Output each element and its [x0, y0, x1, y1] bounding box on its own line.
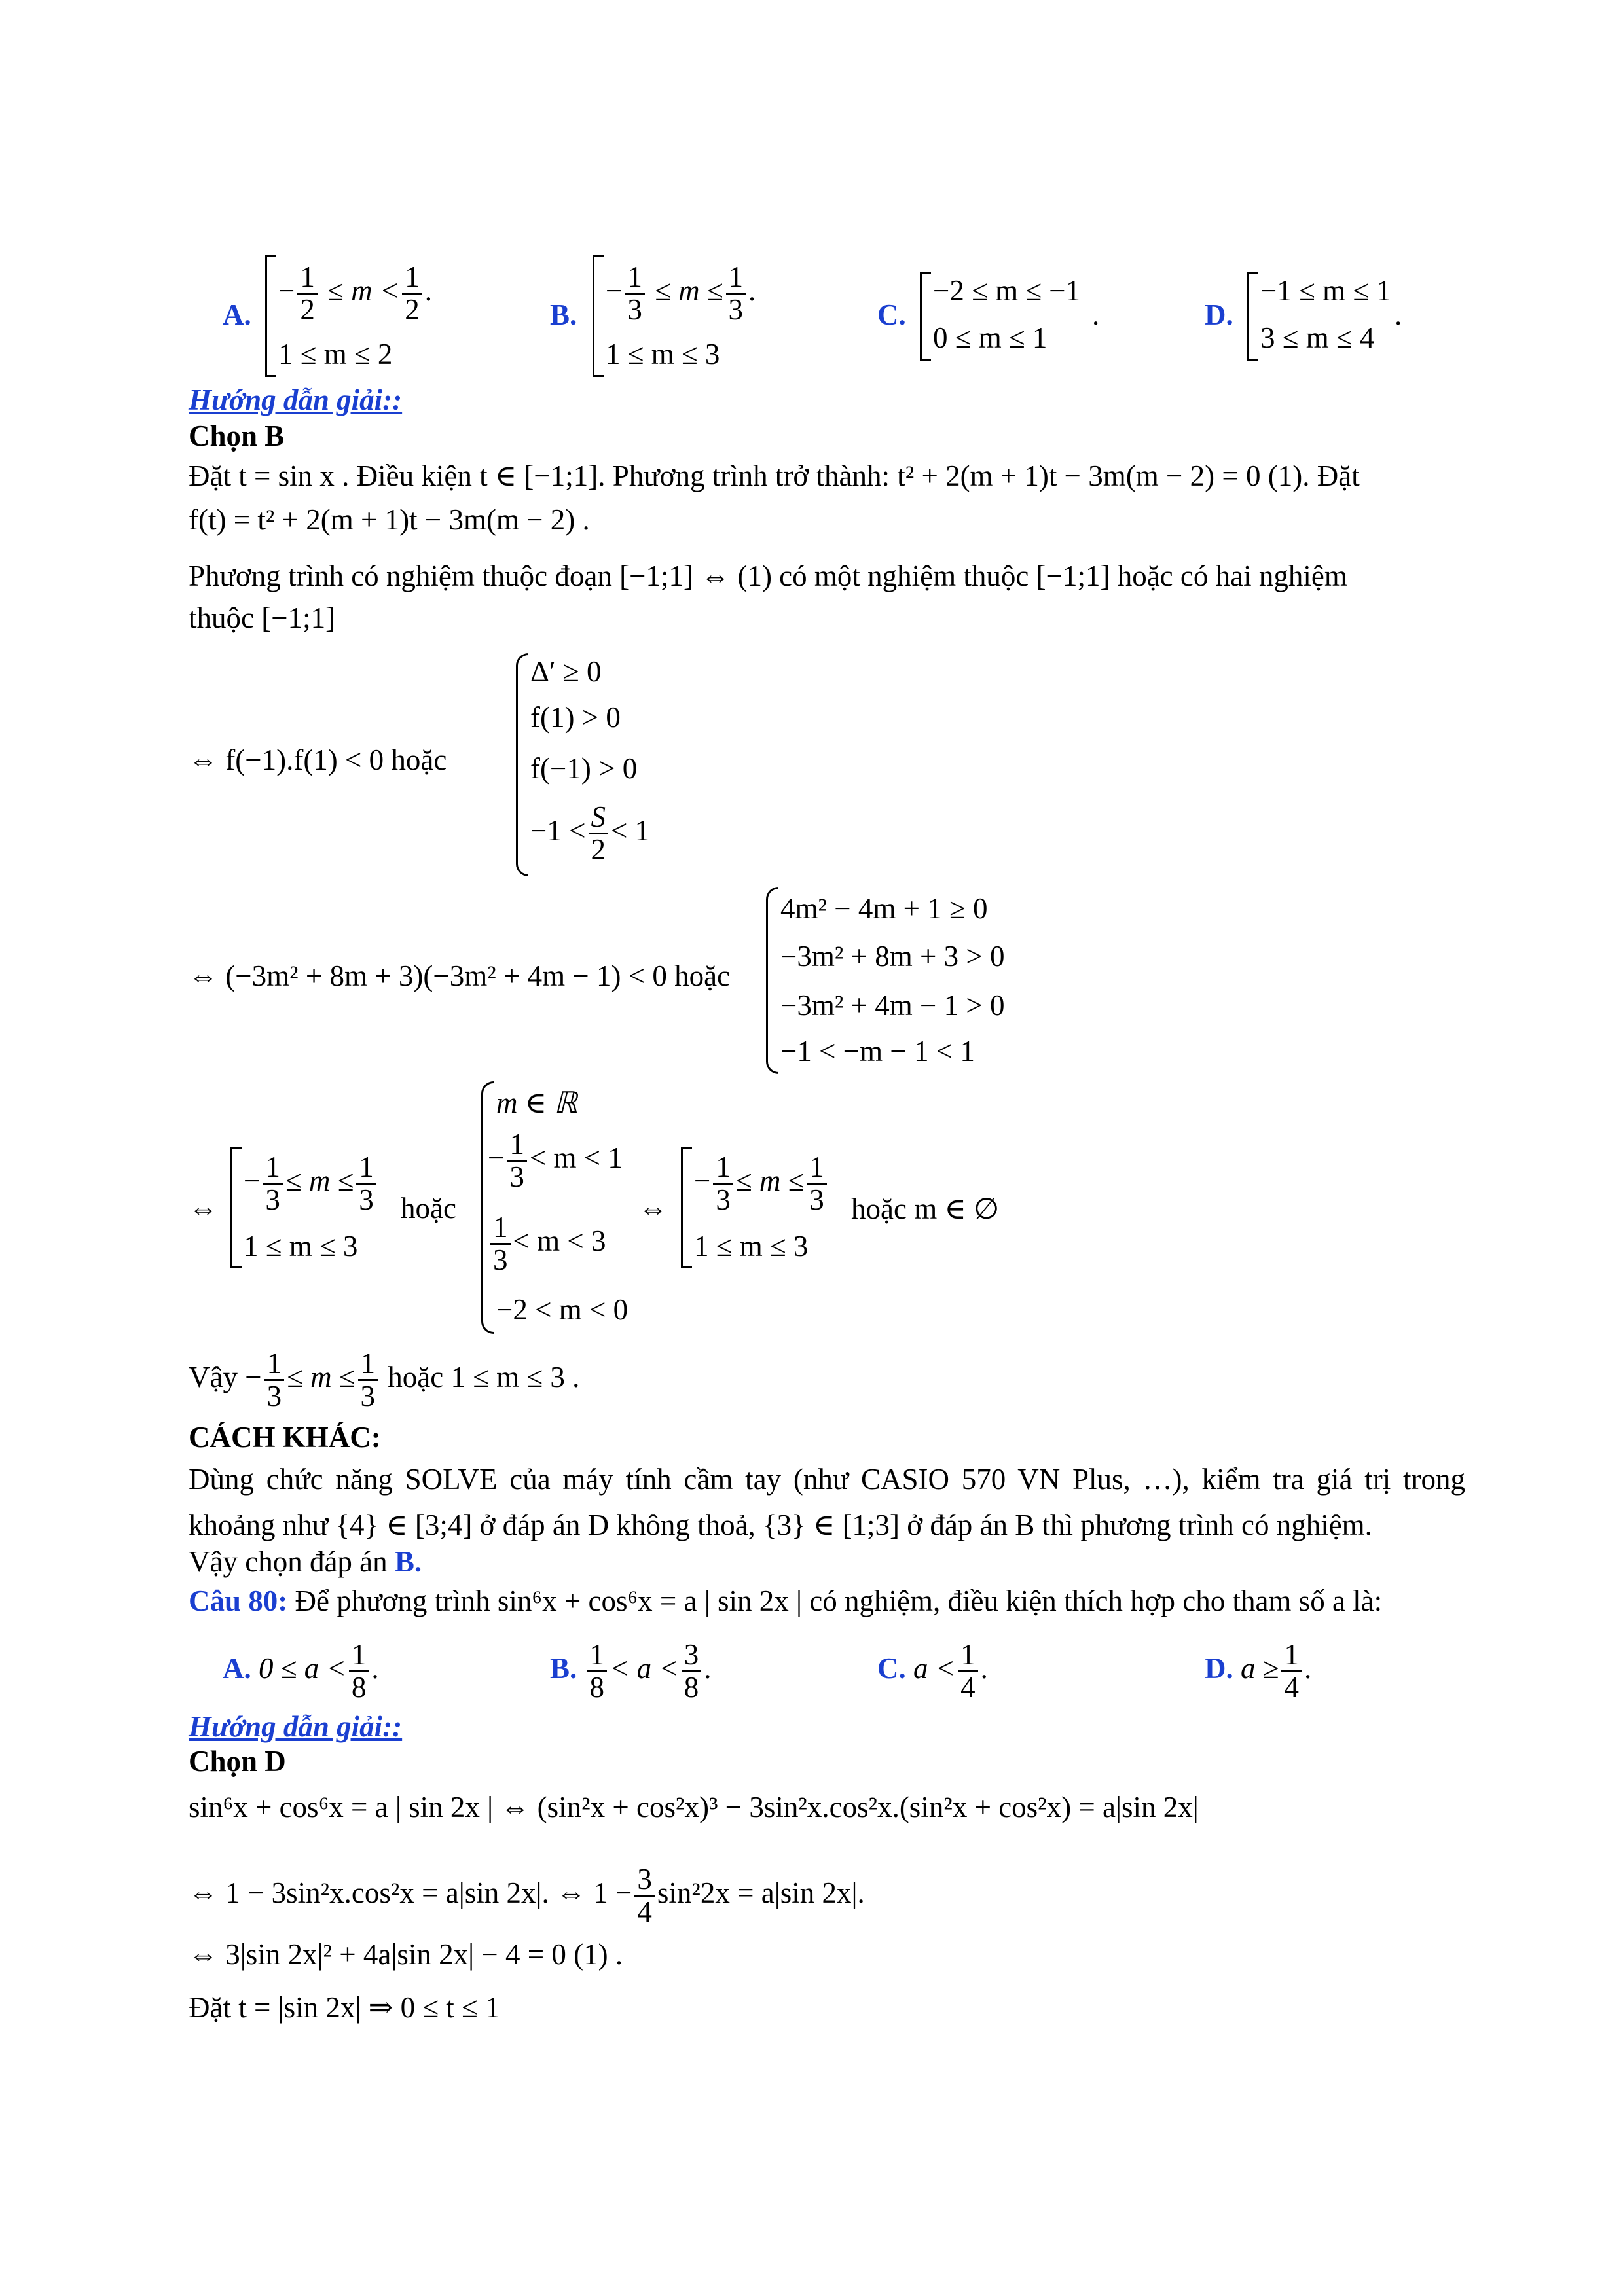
bracket: [920, 272, 931, 361]
q80-option-d: D. a ≥ $\frac{1}{4}$ .: [1205, 1638, 1312, 1704]
q80-option-b: B. $\frac{1}{8}$ < a < $\frac{3}{8}$ .: [550, 1638, 712, 1704]
q80-option-a: A. 0 ≤ a < $\frac{1}{8}$ .: [223, 1638, 379, 1704]
or-text: hoặc: [401, 1192, 456, 1225]
eq3-cond-4: −2 < m < 0: [496, 1293, 629, 1326]
guide-heading-80: Hướng dẫn giải::: [189, 1710, 403, 1743]
eq1-brace: [516, 653, 528, 876]
eq3-arrow: ⇔: [189, 1192, 218, 1225]
option-row-1: − $\frac{1}{3}$ ≤ m ≤ $\frac{1}{3}$ .: [606, 260, 756, 327]
q80-option-c: C. a < $\frac{1}{4}$ .: [877, 1638, 988, 1704]
solution-line-2: f(t) = t² + 2(m + 1)t − 3m(m − 2) .: [189, 503, 590, 536]
eq3-brace: [481, 1081, 494, 1334]
question-80: Câu 80: Để phương trình sin⁶x + cos⁶x = a | sin 2x | có nghiệm, điều kiện thích hợp cho tham số a là:: [189, 1585, 1383, 1617]
q80-line-1: sin⁶x + cos⁶x = a | sin 2x | ⇔ (sin²x + cos²x)³ − 3sin²x.cos²x.(sin²x + cos²x) = a|sin 2x|: [189, 1791, 1199, 1823]
eq3-row-1: − $\frac{1}{3}$ ≤ m ≤ $\frac{1}{3}$: [244, 1152, 379, 1216]
eq3-row-1b: − $\frac{1}{3}$ ≤ m ≤ $\frac{1}{3}$: [694, 1152, 830, 1216]
bracket: [230, 1147, 242, 1268]
eq3-cond-3: $\frac{1}{3}$ < m < 3: [488, 1212, 606, 1276]
option-row-1: − $\frac{1}{2}$ ≤ m < $\frac{1}{2}$ .: [278, 260, 432, 327]
bracket: [681, 1147, 692, 1268]
eq1-cond-3: f(−1) > 0: [530, 752, 638, 785]
conclusion: Vậy − $\frac{1}{3}$ ≤ m ≤ $\frac{1}{3}$ hoặc 1 ≤ m ≤ 3 .: [189, 1347, 580, 1413]
option-row-2: 3 ≤ m ≤ 4: [1260, 321, 1375, 354]
option-row-2: 1 ≤ m ≤ 2: [278, 338, 393, 370]
bracket: [1247, 272, 1258, 361]
guide-heading: Hướng dẫn giải::: [189, 384, 403, 416]
eq2-cond-1: 4m² − 4m + 1 ≥ 0: [780, 892, 988, 925]
eq1-cond-2: f(1) > 0: [530, 701, 621, 734]
eq3-row-2b: 1 ≤ m ≤ 3: [694, 1230, 809, 1263]
eq2-cond-4: −1 < −m − 1 < 1: [780, 1035, 975, 1067]
option-row-2: 0 ≤ m ≤ 1: [933, 321, 1048, 354]
option-label: B.: [550, 298, 577, 331]
solution-line-4: thuộc [−1;1]: [189, 601, 336, 634]
eq2-left: ⇔ (−3m² + 8m + 3)(−3m² + 4m − 1) < 0 hoặc: [189, 960, 731, 992]
solution-line-1: Đặt t = sin x . Điều kiện t ∈ [−1;1]. Phương trình trở thành: t² + 2(m + 1)t − 3m(m − 2) = 0 (1). Đặt: [189, 459, 1360, 492]
eq3-cond-1: m ∈ ℝ: [496, 1086, 577, 1119]
eq1-left: ⇔ f(−1).f(1) < 0 hoặc: [189, 744, 447, 776]
q80-line-3: ⇔ 3|sin 2x|² + 4a|sin 2x| − 4 = 0 (1) .: [189, 1938, 623, 1971]
option-label: D.: [1205, 298, 1233, 331]
option-label: A.: [223, 298, 251, 331]
other-method-title: CÁCH KHÁC:: [189, 1421, 381, 1454]
q80-line-2: ⇔ 1 − 3sin²x.cos²x = a|sin 2x|. ⇔ 1 − $\frac{3}{4}$ sin²2x = a|sin 2x|.: [189, 1863, 865, 1929]
option-row-1: −2 ≤ m ≤ −1: [933, 274, 1081, 307]
choice-heading-80: Chọn D: [189, 1745, 286, 1778]
eq3-arrow-2: ⇔: [638, 1192, 668, 1225]
option-row-1: −1 ≤ m ≤ 1: [1260, 274, 1391, 307]
eq1-cond-1: Δ′ ≥ 0: [530, 655, 602, 688]
eq2-cond-2: −3m² + 8m + 3 > 0: [780, 940, 1005, 973]
bracket: [265, 255, 276, 377]
eq1-cond-4: −1 < $\frac{S}{2}$ < 1: [530, 800, 650, 867]
other-method-text: Dùng chức năng SOLVE của máy tính cầm tay (như CASIO 570 VN Plus, …), kiểm tra giá trị trong khoảng như {4} ∈ [3;4] ở đáp án D không thoả, {3} ∈ [1;3] ở đáp án B thì phương trình có nghiệm.: [189, 1463, 1465, 1541]
eq3-cond-2: − $\frac{1}{3}$ < m < 1: [488, 1128, 623, 1194]
option-row-2: 1 ≤ m ≤ 3: [606, 338, 720, 370]
q80-line-4: Đặt t = |sin 2x| ⇒ 0 ≤ t ≤ 1: [189, 1991, 500, 2024]
eq2-brace: [766, 887, 778, 1074]
choice-heading: Chọn B: [189, 420, 285, 452]
solution-line-3: Phương trình có nghiệm thuộc đoạn [−1;1] ⇔ (1) có một nghiệm thuộc [−1;1] hoặc có hai nghiệm: [189, 560, 1347, 592]
eq2-cond-3: −3m² + 4m − 1 > 0: [780, 989, 1005, 1022]
bracket: [593, 255, 604, 377]
other-method-end: Vậy chọn đáp án B.: [189, 1545, 422, 1578]
or-empty-set: hoặc m ∈ ∅: [851, 1193, 1000, 1225]
eq3-row-2: 1 ≤ m ≤ 3: [244, 1230, 358, 1263]
option-label: C.: [877, 298, 906, 331]
